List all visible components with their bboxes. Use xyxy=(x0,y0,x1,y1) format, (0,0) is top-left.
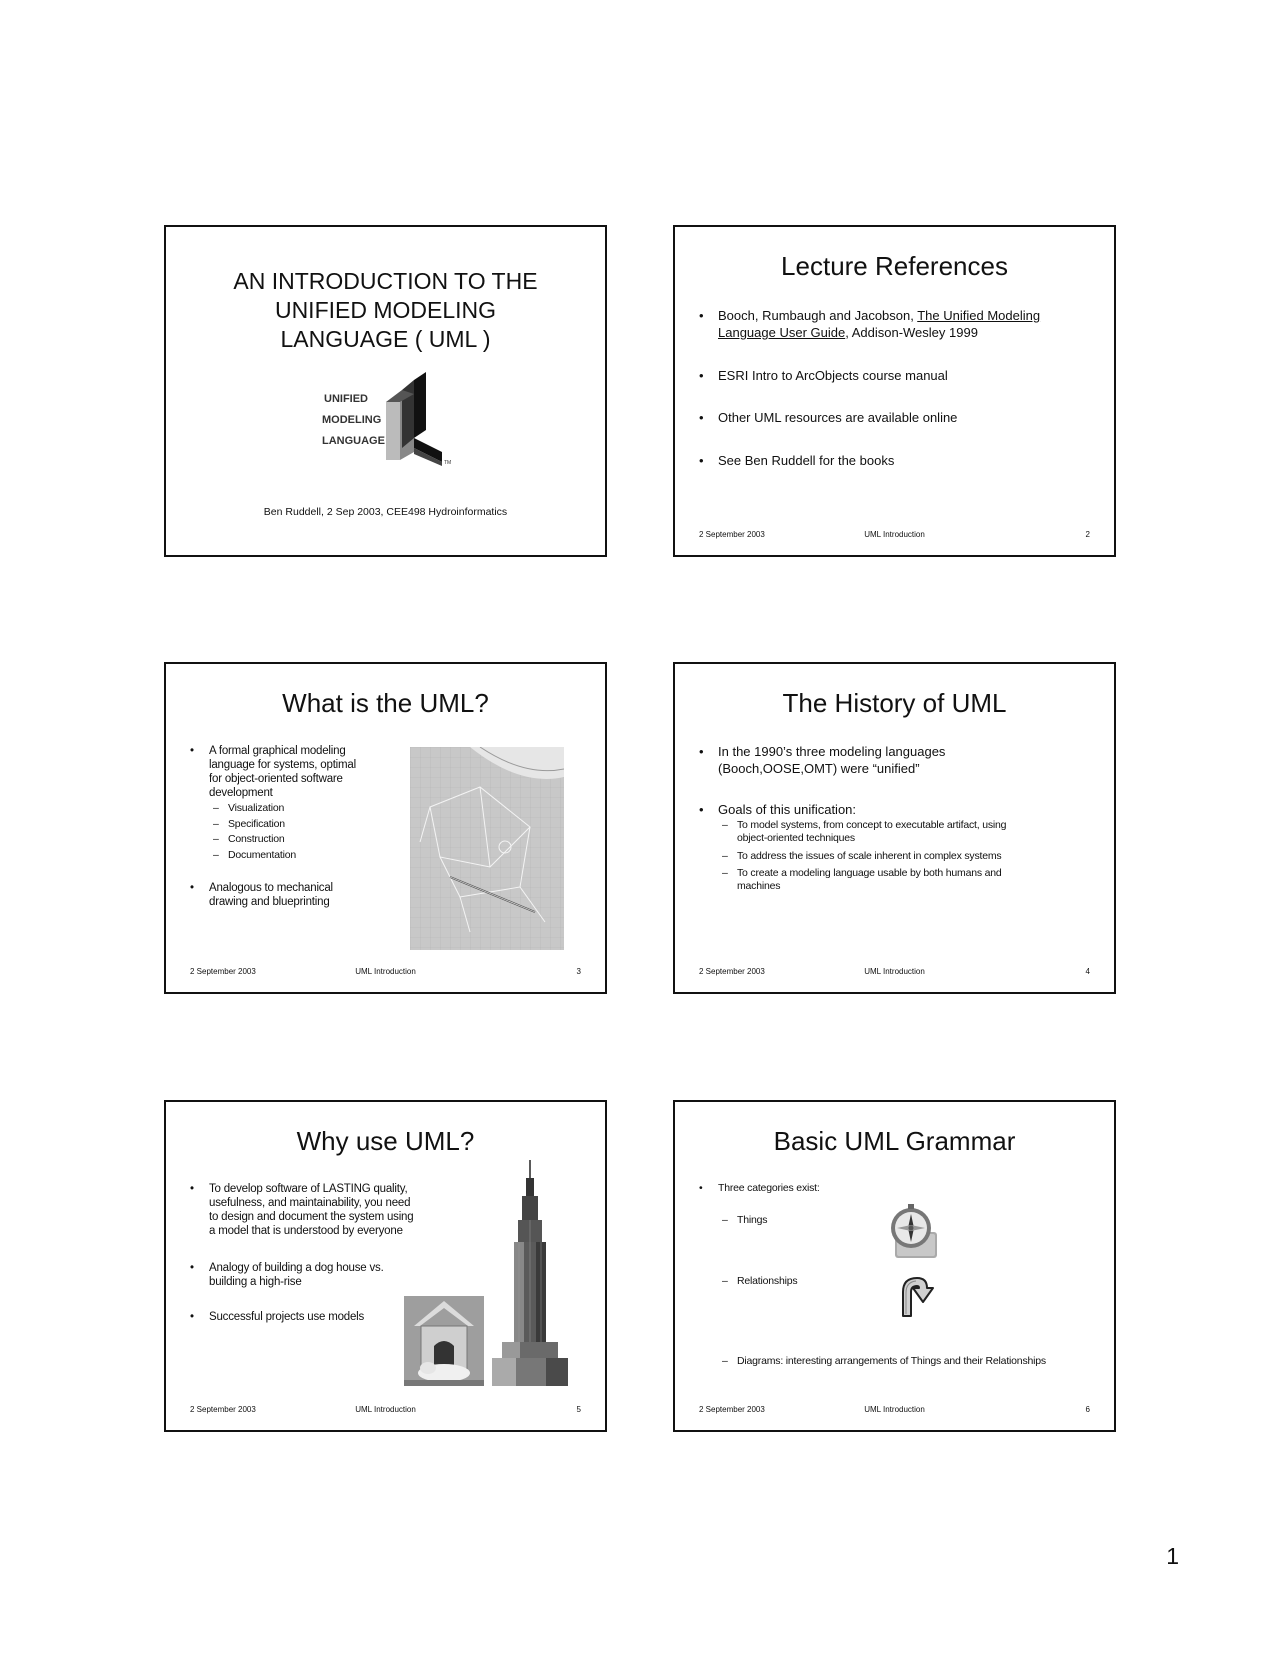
logo-word: LANGUAGE xyxy=(322,435,385,447)
logo-tm: TM xyxy=(444,460,452,466)
logo-word: UNIFIED xyxy=(324,393,368,405)
slide-title: Why use UML? xyxy=(296,1126,475,1156)
compass-icon xyxy=(885,1202,941,1260)
sub-item: – Things xyxy=(737,1214,767,1227)
bullet-item: • Booch, Rumbaugh and Jacobson, The Unified Modeling Language User Guide, Addison-Wesley 1999 xyxy=(718,307,1098,341)
book-title-link: The Unified Modeling xyxy=(917,308,1041,323)
bullet-item: • Successful projects use models xyxy=(209,1310,364,1324)
slide-4 xyxy=(673,662,1116,994)
footer-title: UML Introduction xyxy=(864,1405,925,1414)
slide-5 xyxy=(164,1100,607,1432)
footer-slide-number: 4 xyxy=(1085,967,1090,976)
bullet-item: • In the 1990’s three modeling languages (Booch,OOSE,OMT) were “unified” xyxy=(718,743,1098,777)
footer-title: UML Introduction xyxy=(864,530,925,539)
slide-title: Lecture References xyxy=(781,251,1008,281)
footer-title: UML Introduction xyxy=(355,967,416,976)
footer-date: 2 September 2003 xyxy=(190,967,256,976)
footer-slide-number: 2 xyxy=(1085,530,1090,539)
footer-title: UML Introduction xyxy=(864,967,925,976)
bullet-item: • Analogous to mechanical drawing and blueprinting xyxy=(209,881,389,909)
footer-date: 2 September 2003 xyxy=(699,967,765,976)
curved-arrow-icon xyxy=(895,1272,935,1318)
slide-footer xyxy=(699,967,1090,979)
bullet-item: • See Ben Ruddell for the books xyxy=(718,452,894,469)
slide-title: Basic UML Grammar xyxy=(773,1126,1016,1156)
bullet-item: • Other UML resources are available online xyxy=(718,409,957,426)
bullet-item: • Three categories exist: xyxy=(718,1182,820,1195)
footer-date: 2 September 2003 xyxy=(699,530,765,539)
logo-word: MODELING xyxy=(322,414,382,426)
sub-item: – To address the issues of scale inherent in complex systems xyxy=(737,850,1097,863)
footer-slide-number: 3 xyxy=(576,967,581,976)
blueprint-photo xyxy=(410,747,564,950)
page-number: 1 xyxy=(1166,1543,1179,1569)
byline: Ben Ruddell, 2 Sep 2003, CEE498 Hydroinformatics xyxy=(263,506,508,518)
slide-6 xyxy=(673,1100,1116,1432)
footer-date: 2 September 2003 xyxy=(699,1405,765,1414)
book-title-link: Language User Guide xyxy=(718,325,846,340)
bullet-item: • Goals of this unification: xyxy=(718,801,856,818)
slide-title: What is the UML? xyxy=(282,688,489,718)
slide-footer xyxy=(699,1405,1090,1417)
sub-item: – Documentation xyxy=(228,849,296,862)
sub-item: – To model systems, from concept to executable artifact, using object-oriented techniques xyxy=(737,819,1097,845)
sub-item: – Diagrams: interesting arrangements of Things and their Relationships xyxy=(737,1355,1046,1368)
footer-slide-number: 6 xyxy=(1085,1405,1090,1414)
slide-2 xyxy=(673,225,1116,557)
slide-footer xyxy=(190,1405,581,1417)
sub-item: – Visualization xyxy=(228,802,284,815)
bullet-item: • A formal graphical modeling language for systems, optimal for object-oriented software development xyxy=(209,744,389,800)
footer-date: 2 September 2003 xyxy=(190,1405,256,1414)
slide-footer xyxy=(190,967,581,979)
dog-house-photo xyxy=(404,1296,484,1386)
bullet-item: • Analogy of building a dog house vs. building a high-rise xyxy=(209,1261,449,1289)
slide-footer xyxy=(699,530,1090,542)
sub-item: – Specification xyxy=(228,818,285,831)
footer-slide-number: 5 xyxy=(576,1405,581,1414)
bullet-item: • To develop software of LASTING quality, usefulness, and maintainability, you need to design and document the system using a model that is understood by everyone xyxy=(209,1182,449,1238)
slide-title: The History of UML xyxy=(782,688,1007,718)
sub-item: – To create a modeling language usable by both humans and machines xyxy=(737,867,1097,893)
skyscraper-photo xyxy=(488,1160,572,1386)
footer-title: UML Introduction xyxy=(355,1405,416,1414)
sub-item: – Relationships xyxy=(737,1275,797,1288)
slide-1 xyxy=(164,225,607,557)
slide-3 xyxy=(164,662,607,994)
sub-item: – Construction xyxy=(228,833,285,846)
uml-logo xyxy=(322,372,462,472)
bullet-item: • ESRI Intro to ArcObjects course manual xyxy=(718,367,948,384)
slide-title: AN INTRODUCTION TO THE UNIFIED MODELING LANGUAGE ( UML ) xyxy=(233,268,538,352)
